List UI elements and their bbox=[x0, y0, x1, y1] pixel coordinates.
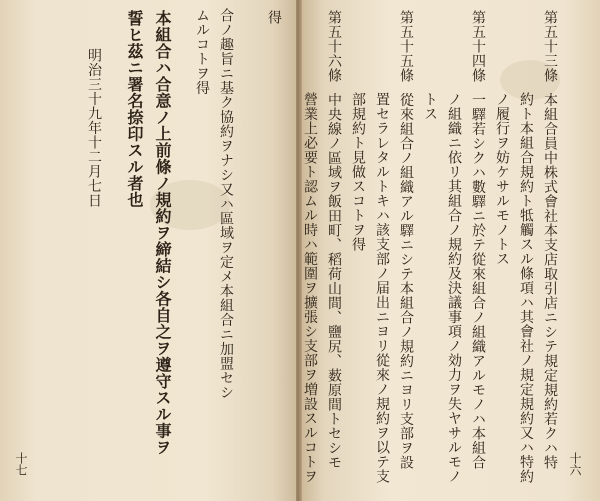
article-55-line-2: 置セラレタルトキハ該支部ノ届出ニヨリ從來ノ規約ヲ以テ支 bbox=[374, 92, 390, 484]
article-55-line-1 bbox=[394, 10, 418, 470]
page-number: 十六 bbox=[568, 452, 582, 476]
article-heading: 第五十六條 bbox=[326, 10, 342, 83]
article-54-line-2: ノ組織ニ依リ其組合ノ規約及決議事項ノ効力ヲ失ヤサルモノ bbox=[446, 92, 462, 484]
article-text: 從來組合ノ組織アル驛ニシテ本組合ノ規約ニヨリ支部ヲ設 bbox=[398, 92, 414, 470]
article-text: 一驛若シクハ數驛ニ於テ從來組合ノ組織アルモノハ本組合 bbox=[470, 92, 486, 470]
article-heading: 第五十四條 bbox=[470, 10, 486, 83]
article-53-line-3: ノ履行ヲ妨ケサルモノトス bbox=[494, 92, 510, 266]
page-number: 十七 bbox=[14, 452, 28, 476]
right-page bbox=[300, 0, 600, 501]
article-57-line-2: 合ノ趣旨ニ基ク協約ヲナシ又ハ區域ヲ定メ本組合ニ加盟セシ bbox=[218, 8, 234, 400]
article-56-line-2: 營業上必要ト認ムル時ハ範圍ヲ擴張シ支部ヲ増設スルコトヲ bbox=[302, 92, 318, 484]
article-53-line-1 bbox=[538, 10, 562, 470]
left-page bbox=[0, 0, 296, 501]
article-text: 中央線ノ區域ヲ飯田町、稻荷山間、鹽尻、薮原間トセシモ bbox=[326, 92, 342, 470]
closing-oath-line-1: 本組合ハ合意ノ上前條ノ規約ヲ締結シ各自之ヲ遵守スル事ヲ bbox=[153, 10, 172, 456]
article-53-line-2: 約ト本組合規約ト牴觸スル條項ハ其會社ノ規定規約又ハ特約 bbox=[518, 92, 534, 484]
closing-oath-line-2: 誓ヒ茲ニ署名捺印スル者也 bbox=[125, 10, 144, 208]
article-54-line-3: トス bbox=[422, 92, 438, 121]
article-heading: 第五十五條 bbox=[398, 10, 414, 83]
article-heading: 第五十三條 bbox=[542, 10, 558, 83]
article-text: 本組合員中株式會社本支店取引店ニシテ規定規約若クハ特 bbox=[542, 92, 558, 470]
date-line: 明治三十九年十二月七日 bbox=[86, 48, 102, 208]
article-55-line-3: 部規約ト見做スコトヲ得 bbox=[350, 92, 366, 252]
article-56-continuation: 得 bbox=[266, 10, 282, 25]
article-57-line-3: ムルコトヲ得 bbox=[194, 8, 210, 95]
article-54-line-1 bbox=[466, 10, 490, 470]
article-56-line-1 bbox=[322, 10, 346, 470]
